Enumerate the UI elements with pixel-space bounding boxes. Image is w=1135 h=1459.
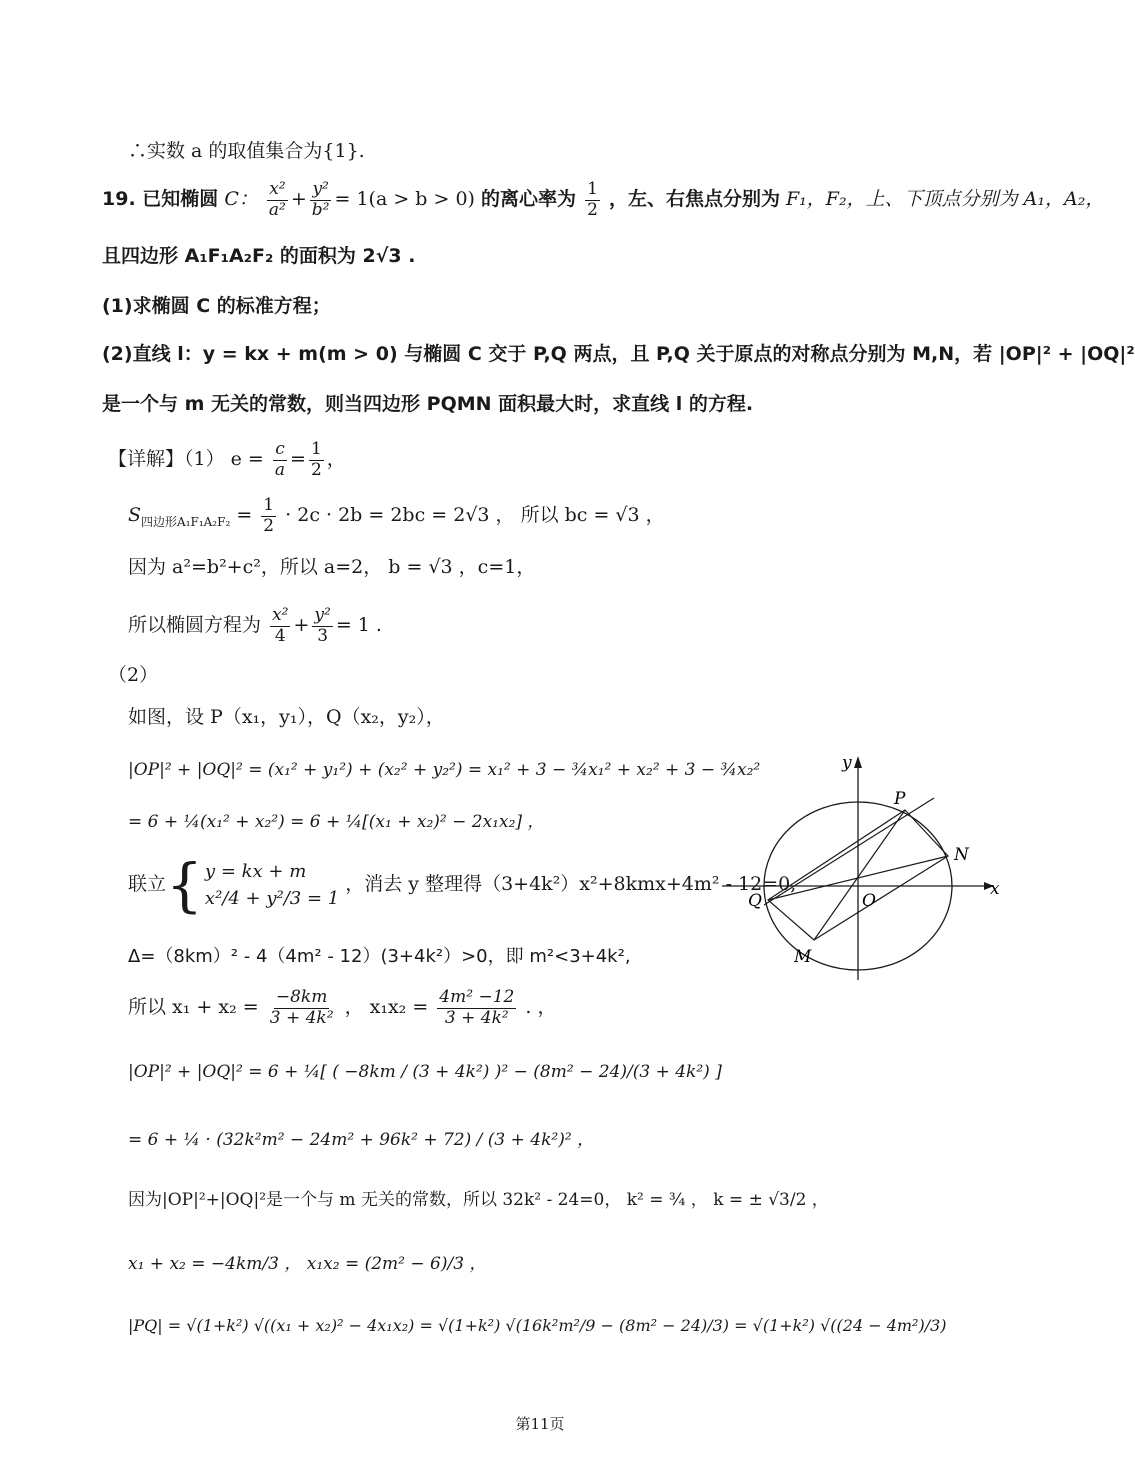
solution-chord-length: |PQ| = √(1+k²) √((x₁ + x₂)² − 4x₁x₂) = √(1+k²) √(16k²m²/9 − (8m² − 24)/3) = √(1+k²) √((24 − 4m²)/3) <box>128 1316 947 1335</box>
problem-area-condition: 且四边形 A₁F₁A₂F₂ 的面积为 2√3 . <box>102 245 416 267</box>
fraction-y2-3: $\frac{\text{y²}}{3}$ <box>314 605 331 646</box>
label-p: P <box>894 789 906 809</box>
label-q: Q <box>748 891 762 911</box>
solution-set-points: 如图，设 P（x₁，y₁），Q（x₂，y₂）， <box>128 706 445 728</box>
fraction-product-roots: $\frac{\text{4m² −12}}{\text{3 + 4k²}}$ <box>439 987 515 1028</box>
fraction-y2-b2: $\frac{\text{y²}}{\text{b²}}$ <box>311 179 330 220</box>
fraction-sum-roots: $\frac{-8km}{\text{3 + 4k²}}$ <box>269 987 334 1028</box>
label-n: N <box>954 845 969 865</box>
fraction-one-half-2: $\frac{1}{2}$ <box>310 439 322 480</box>
fraction-c-a: $\frac{c}{a}$ <box>274 439 286 480</box>
solution-eccentricity: 【详解】（1） e = $\frac{c}{a}$ = $\frac{1}{2}$ ， <box>108 439 346 480</box>
solution-sum-substituted: |OP|² + |OQ|² = 6 + ¼[ ( −8km / (3 + 4k²) )² − (8m² − 24)/(3 + 4k²) ] <box>128 1062 722 1082</box>
label-m: M <box>794 947 812 967</box>
conclusion-line: ∴实数 a 的取值集合为{1}. <box>128 140 365 162</box>
page-number: 第11页 <box>515 1415 565 1433</box>
y-axis-arrow <box>854 756 862 768</box>
solution-sum-squares-2: = 6 + ¼(x₁² + x₂²) = 6 + ¼[(x₁ + x₂)² − 2x₁x₂] ， <box>128 812 545 832</box>
fraction-one-half: $\frac{1}{2}$ <box>587 179 598 220</box>
problem-part-1: (1)求椭圆 C 的标准方程； <box>102 295 331 317</box>
solution-ellipse-equation: 所以椭圆方程为 $\frac{\text{x²}}{4}$ + $\frac{\text{y²}}{3}$ = 1 . <box>128 605 382 646</box>
segment-pm <box>814 810 905 940</box>
solution-abc-values: 因为 a²=b²+c²，所以 a=2， b = √3 ，c=1， <box>128 556 536 578</box>
label-y: y <box>842 753 852 773</box>
problem-part-2-continued: 是一个与 m 无关的常数，则当四边形 PQMN 面积最大时，求直线 l 的方程. <box>102 393 754 415</box>
solution-vieta: 所以 x₁ + x₂ = $\frac{-8km}{\text{3 + 4k²}}$ ， x₁x₂ = $\frac{\text{4m² −12}}{\text{3 + 4k²}}$ . ， <box>128 987 557 1028</box>
solution-sum-squares: |OP|² + |OQ|² = (x₁² + y₁²) + (x₂² + y₂²) = x₁² + 3 − ¾x₁² + x₂² + 3 − ¾x₂² <box>128 760 761 780</box>
solution-vieta-2: x₁ + x₂ = −4km/3 ， x₁x₂ = (2m² − 6)/3 ， <box>128 1254 487 1274</box>
solution-discriminant: Δ=（8km）² - 4（4m² - 12）(3+4k²）>0，即 m²<3+4k², <box>128 946 631 967</box>
solution-area-formula: $S_{四边形A_1F_1A_2F_2}$ = $\frac{1}{2}$ · 2c · 2b = 2bc = 2√3 ， 所以 bc = √3 ， <box>128 495 665 536</box>
fraction-x2-4: $\frac{\text{x²}}{4}$ <box>272 605 289 646</box>
solution-part-2-label: （2） <box>108 664 159 686</box>
solution-system: 联立{ y = kx + m x²/4 + y²/3 = 1 ，消去 y 整理得（3+4k²）x²+8kmx+4m² - 12=0, <box>128 851 797 919</box>
fraction-x2-a2: $\frac{\text{x²}}{\text{a²}}$ <box>268 179 286 220</box>
label-x: x <box>990 879 1000 899</box>
problem-19-statement: 19. 已知椭圆 C： $\frac{\text{x²}}{\text{a²}}$ + $\frac{\text{y²}}{\text{b²}}$ = 1(a > b > 0) 的离心率为 $\frac{1}{2}$ ，左、右焦点分别为 F₁，F₂，上、下顶点分别为 A₁，A₂， <box>102 179 1105 220</box>
fraction-one-half-3: $\frac{1}{2}$ <box>263 495 275 536</box>
problem-part-2: (2)直线 l：y = kx + m(m > 0) 与椭圆 C 交于 P,Q 两点，且 P,Q 关于原点的对称点分别为 M,N，若 |OP|² + |OQ|² <box>102 343 1135 365</box>
ellipse-figure <box>722 748 1012 988</box>
label-o: O <box>862 891 876 911</box>
solution-k-value: 因为|OP|²+|OQ|²是一个与 m 无关的常数，所以 32k² - 24=0， k² = ¾ ， k = ± √3/2 ， <box>128 1190 829 1210</box>
system-brace: { <box>166 851 203 919</box>
solution-sum-simplified: = 6 + ¼ · (32k²m² − 24m² + 96k² + 72) / (3 + 4k²)² ， <box>128 1130 595 1150</box>
